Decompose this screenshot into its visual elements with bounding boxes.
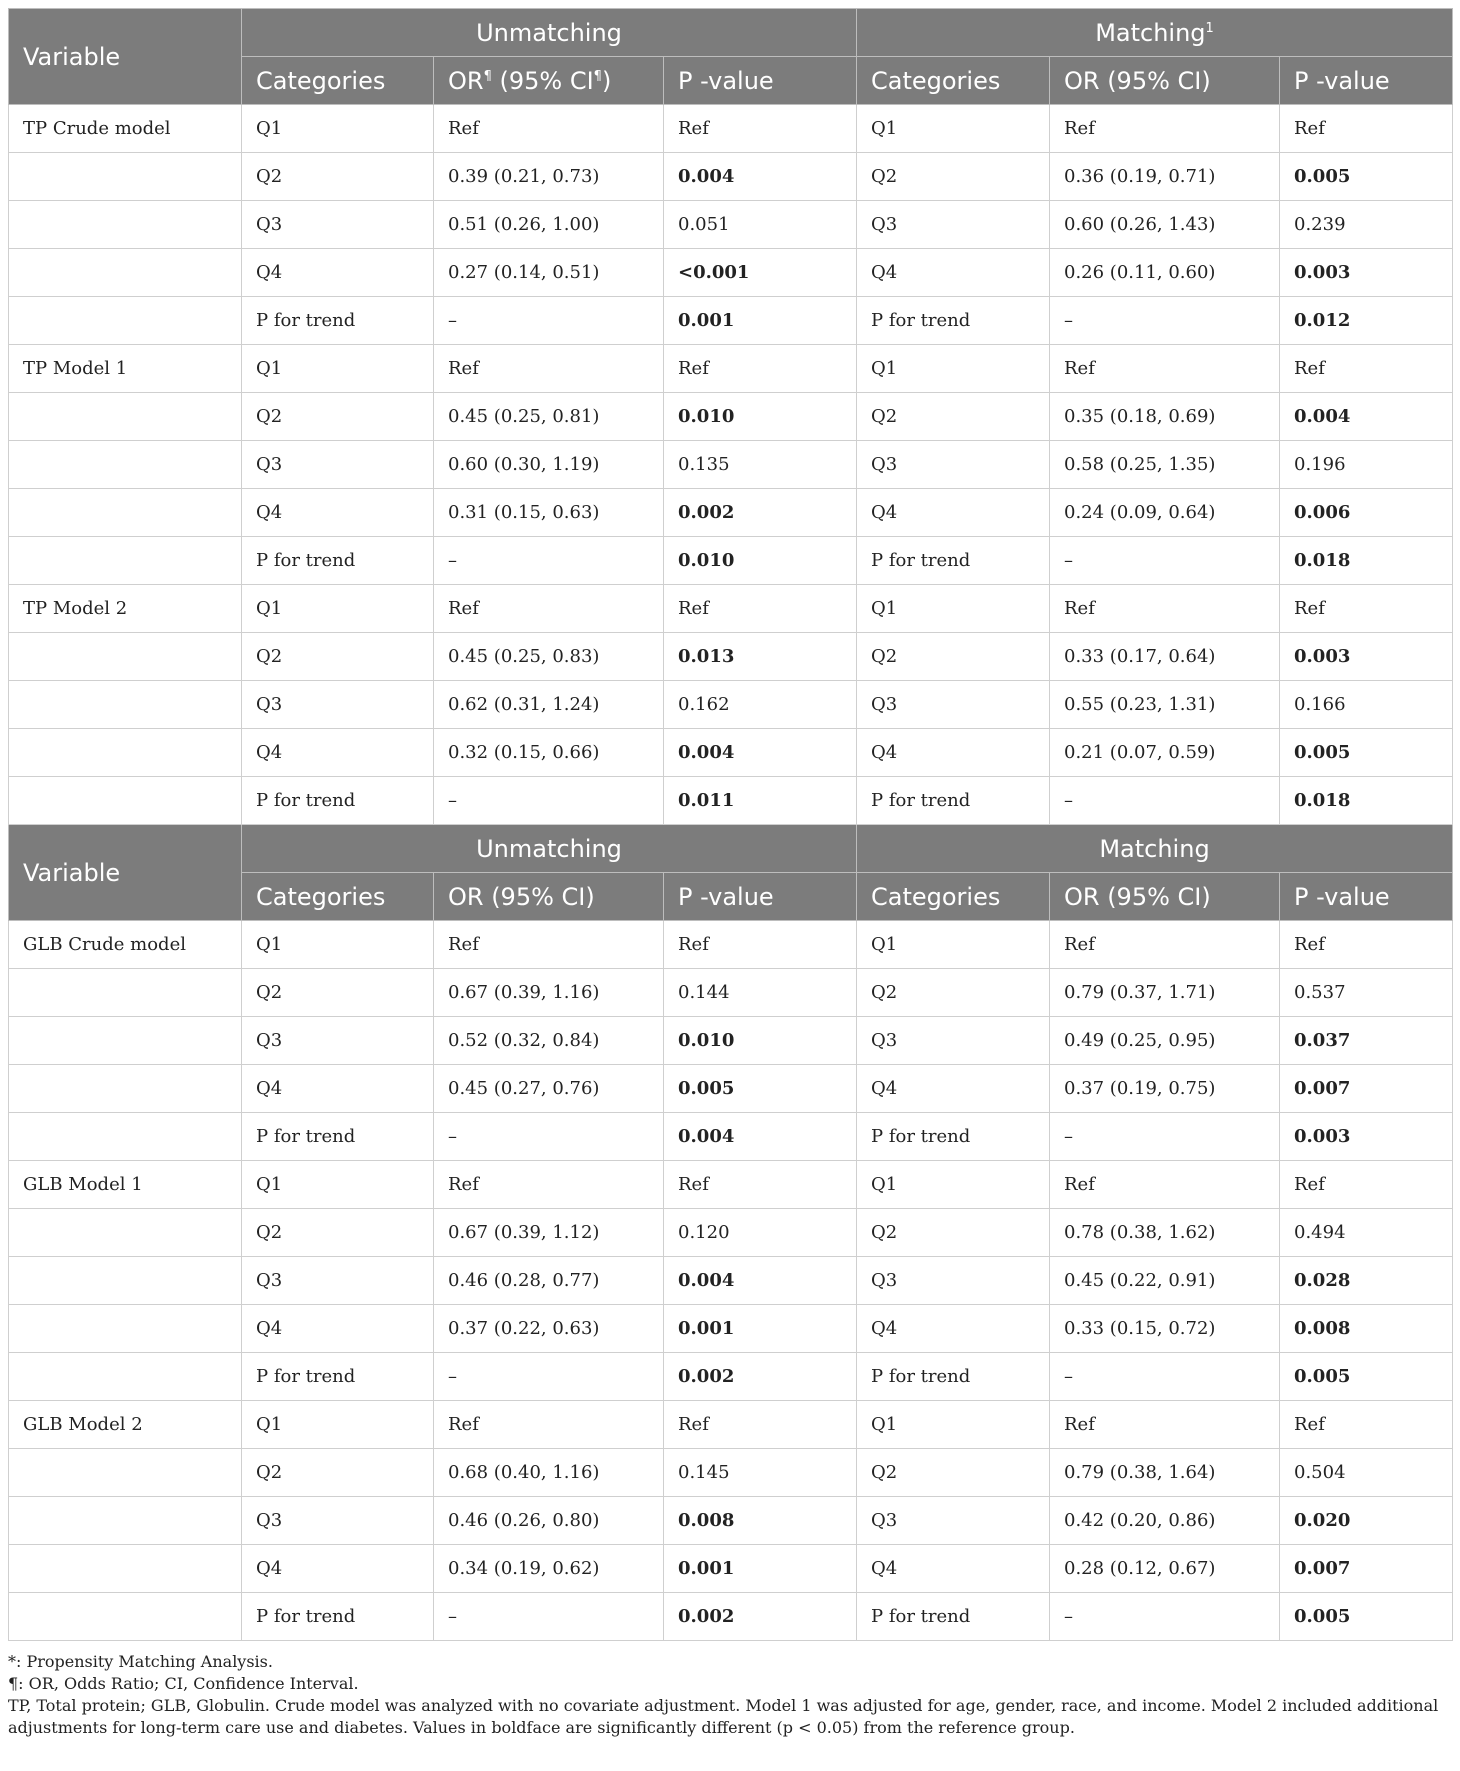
variable-cell: GLB Crude model bbox=[9, 921, 242, 969]
table-row bbox=[9, 201, 1453, 249]
p-value-cell: 0.007 bbox=[1280, 1545, 1453, 1593]
category-cell: P for trend bbox=[857, 1593, 1050, 1641]
or-ci-cell: 0.45 (0.25, 0.83) bbox=[434, 633, 664, 681]
p-value-cell: 0.011 bbox=[664, 777, 857, 825]
footnote-abbreviations: TP, Total protein; GLB, Globulin. Crude model was analyzed with no covariate adjustment. Model 1 was adjusted for age, gender, race, and income. Model 2 included additional adjustments for long-term care use and diabetes. Values in boldface are significantly different (p < 0.05) from the reference group. bbox=[8, 1696, 1439, 1737]
or-ci-cell: Ref bbox=[434, 1401, 664, 1449]
category-cell: Q3 bbox=[857, 201, 1050, 249]
table-row bbox=[9, 489, 1453, 537]
p-value-cell: 0.004 bbox=[664, 1113, 857, 1161]
table-row bbox=[9, 1257, 1453, 1305]
variable-cell bbox=[9, 1545, 242, 1593]
p-value-cell: 0.037 bbox=[1280, 1017, 1453, 1065]
p-value-cell: Ref bbox=[664, 921, 857, 969]
variable-cell bbox=[9, 1305, 242, 1353]
results-table-container bbox=[8, 8, 1452, 1739]
category-cell: Q4 bbox=[242, 489, 434, 537]
category-cell: Q4 bbox=[242, 729, 434, 777]
or-header: OR (95% CI) bbox=[434, 873, 664, 921]
category-cell: Q4 bbox=[857, 249, 1050, 297]
or-ci-cell: – bbox=[1050, 537, 1280, 585]
variable-cell bbox=[9, 969, 242, 1017]
footnote-or-ci: ¶: OR, Odds Ratio; CI, Confidence Interval. bbox=[8, 1674, 359, 1693]
p-value-cell: 0.005 bbox=[664, 1065, 857, 1113]
category-cell: Q1 bbox=[242, 921, 434, 969]
category-cell: P for trend bbox=[857, 297, 1050, 345]
category-cell: P for trend bbox=[242, 777, 434, 825]
or-ci-cell: 0.45 (0.25, 0.81) bbox=[434, 393, 664, 441]
category-cell: Q2 bbox=[857, 633, 1050, 681]
glb-header-row-1 bbox=[9, 825, 1453, 873]
p-value-cell: Ref bbox=[664, 105, 857, 153]
category-cell: Q1 bbox=[857, 1161, 1050, 1209]
variable-cell bbox=[9, 633, 242, 681]
p-value-cell: 0.162 bbox=[664, 681, 857, 729]
or-ci-cell: 0.46 (0.26, 0.80) bbox=[434, 1497, 664, 1545]
p-value-cell: 0.008 bbox=[664, 1497, 857, 1545]
table-row bbox=[9, 1209, 1453, 1257]
p-value-cell: 0.120 bbox=[664, 1209, 857, 1257]
category-cell: Q3 bbox=[857, 1497, 1050, 1545]
or-ci-cell: – bbox=[434, 537, 664, 585]
p-value-cell: Ref bbox=[1280, 1401, 1453, 1449]
p-value-cell: Ref bbox=[1280, 585, 1453, 633]
or-ci-cell: 0.21 (0.07, 0.59) bbox=[1050, 729, 1280, 777]
or-ci-cell: 0.68 (0.40, 1.16) bbox=[434, 1449, 664, 1497]
p-value-cell: 0.028 bbox=[1280, 1257, 1453, 1305]
or-ci-cell: 0.27 (0.14, 0.51) bbox=[434, 249, 664, 297]
category-cell: Q3 bbox=[242, 201, 434, 249]
or-ci-cell: Ref bbox=[1050, 1401, 1280, 1449]
p-value-cell: Ref bbox=[664, 1161, 857, 1209]
glb-section-header bbox=[9, 825, 1453, 921]
p-value-header: P -value bbox=[1280, 873, 1453, 921]
category-cell: Q1 bbox=[857, 921, 1050, 969]
p-value-header: P -value bbox=[664, 57, 857, 105]
or-ci-cell: – bbox=[434, 777, 664, 825]
p-value-cell: 0.001 bbox=[664, 1305, 857, 1353]
tp-section bbox=[9, 105, 1453, 825]
category-cell: Q3 bbox=[857, 1257, 1050, 1305]
or-ci-cell: Ref bbox=[434, 921, 664, 969]
variable-cell bbox=[9, 297, 242, 345]
category-cell: Q3 bbox=[857, 681, 1050, 729]
or-ci-cell: – bbox=[434, 1593, 664, 1641]
or-ci-cell: 0.67 (0.39, 1.16) bbox=[434, 969, 664, 1017]
p-value-cell: Ref bbox=[1280, 105, 1453, 153]
or-ci-cell: Ref bbox=[434, 105, 664, 153]
matching-footnote-marker: 1 bbox=[1205, 20, 1214, 36]
table-row bbox=[9, 921, 1453, 969]
p-value-cell: 0.002 bbox=[664, 489, 857, 537]
or-ci-cell: 0.78 (0.38, 1.62) bbox=[1050, 1209, 1280, 1257]
or-ci-cell: Ref bbox=[1050, 105, 1280, 153]
table-row bbox=[9, 105, 1453, 153]
table-row bbox=[9, 1353, 1453, 1401]
or-ci-cell: Ref bbox=[434, 345, 664, 393]
glb-section bbox=[9, 921, 1453, 1641]
variable-cell bbox=[9, 441, 242, 489]
table-footnotes bbox=[8, 1651, 1452, 1739]
p-value-cell: 0.001 bbox=[664, 297, 857, 345]
or-ci-cell: 0.60 (0.26, 1.43) bbox=[1050, 201, 1280, 249]
or-ci-cell: 0.52 (0.32, 0.84) bbox=[434, 1017, 664, 1065]
category-cell: Q1 bbox=[242, 105, 434, 153]
p-value-cell: 0.005 bbox=[1280, 1593, 1453, 1641]
or-ci-cell: Ref bbox=[1050, 1161, 1280, 1209]
category-cell: P for trend bbox=[857, 777, 1050, 825]
variable-cell bbox=[9, 153, 242, 201]
p-value-cell: <0.001 bbox=[664, 249, 857, 297]
or-footnote-marker: ¶ bbox=[483, 68, 492, 84]
or-ci-cell: 0.58 (0.25, 1.35) bbox=[1050, 441, 1280, 489]
or-ci-cell: 0.55 (0.23, 1.31) bbox=[1050, 681, 1280, 729]
or-ci-cell: Ref bbox=[1050, 585, 1280, 633]
p-value-cell: 0.006 bbox=[1280, 489, 1453, 537]
or-ci-cell: – bbox=[434, 297, 664, 345]
or-ci-cell: – bbox=[1050, 777, 1280, 825]
category-cell: Q1 bbox=[242, 585, 434, 633]
or-ci-cell: – bbox=[434, 1113, 664, 1161]
or-ci-cell: 0.39 (0.21, 0.73) bbox=[434, 153, 664, 201]
table-row bbox=[9, 1593, 1453, 1641]
or-header-part: ) bbox=[601, 66, 612, 95]
or-ci-cell: 0.34 (0.19, 0.62) bbox=[434, 1545, 664, 1593]
variable-cell bbox=[9, 1113, 242, 1161]
variable-cell: TP Model 1 bbox=[9, 345, 242, 393]
p-value-cell: 0.002 bbox=[664, 1353, 857, 1401]
p-value-cell: 0.004 bbox=[664, 729, 857, 777]
category-cell: P for trend bbox=[242, 537, 434, 585]
p-value-cell: 0.018 bbox=[1280, 777, 1453, 825]
category-cell: P for trend bbox=[242, 1353, 434, 1401]
ci-footnote-marker: ¶ bbox=[593, 68, 602, 84]
or-ci-cell: 0.45 (0.27, 0.76) bbox=[434, 1065, 664, 1113]
category-cell: Q1 bbox=[857, 345, 1050, 393]
table-row bbox=[9, 729, 1453, 777]
variable-cell bbox=[9, 1449, 242, 1497]
table-row bbox=[9, 393, 1453, 441]
p-value-cell: Ref bbox=[1280, 921, 1453, 969]
category-cell: Q4 bbox=[857, 1545, 1050, 1593]
or-ci-cell: 0.67 (0.39, 1.12) bbox=[434, 1209, 664, 1257]
p-value-cell: 0.018 bbox=[1280, 537, 1453, 585]
or-header-part: OR bbox=[448, 66, 484, 95]
p-value-header: P -value bbox=[1280, 57, 1453, 105]
p-value-cell: 0.239 bbox=[1280, 201, 1453, 249]
p-value-cell: 0.003 bbox=[1280, 249, 1453, 297]
category-cell: Q1 bbox=[242, 1161, 434, 1209]
p-value-cell: 0.004 bbox=[664, 153, 857, 201]
table-row bbox=[9, 1449, 1453, 1497]
variable-cell bbox=[9, 489, 242, 537]
or-ci-cell: 0.37 (0.22, 0.63) bbox=[434, 1305, 664, 1353]
or-ci-cell: 0.28 (0.12, 0.67) bbox=[1050, 1545, 1280, 1593]
category-cell: Q2 bbox=[242, 1209, 434, 1257]
unmatching-header: Unmatching bbox=[242, 9, 857, 57]
p-value-cell: 0.012 bbox=[1280, 297, 1453, 345]
footnote-matching: *: Propensity Matching Analysis. bbox=[8, 1652, 273, 1671]
p-value-cell: Ref bbox=[664, 585, 857, 633]
variable-cell bbox=[9, 1353, 242, 1401]
matching-header: Matching bbox=[857, 825, 1453, 873]
variable-cell bbox=[9, 681, 242, 729]
variable-header: Variable bbox=[9, 825, 242, 921]
variable-cell: TP Model 2 bbox=[9, 585, 242, 633]
variable-header: Variable bbox=[9, 9, 242, 105]
variable-cell bbox=[9, 777, 242, 825]
or-ci-cell: 0.26 (0.11, 0.60) bbox=[1050, 249, 1280, 297]
category-cell: Q2 bbox=[857, 393, 1050, 441]
table-row bbox=[9, 345, 1453, 393]
or-ci-cell: – bbox=[1050, 1113, 1280, 1161]
or-header: OR (95% CI) bbox=[1050, 873, 1280, 921]
p-value-cell: 0.166 bbox=[1280, 681, 1453, 729]
p-value-cell: 0.001 bbox=[664, 1545, 857, 1593]
category-cell: Q3 bbox=[857, 1017, 1050, 1065]
p-value-cell: 0.004 bbox=[1280, 393, 1453, 441]
p-value-cell: Ref bbox=[664, 345, 857, 393]
p-value-cell: 0.051 bbox=[664, 201, 857, 249]
p-value-cell: 0.013 bbox=[664, 633, 857, 681]
or-ci-cell: 0.45 (0.22, 0.91) bbox=[1050, 1257, 1280, 1305]
or-ci-cell: Ref bbox=[1050, 921, 1280, 969]
table-row bbox=[9, 633, 1453, 681]
tp-header-row-1 bbox=[9, 9, 1453, 57]
matching-header bbox=[857, 9, 1453, 57]
p-value-cell: 0.008 bbox=[1280, 1305, 1453, 1353]
table-row bbox=[9, 681, 1453, 729]
p-value-cell: Ref bbox=[1280, 1161, 1453, 1209]
variable-cell bbox=[9, 537, 242, 585]
category-cell: Q4 bbox=[242, 1065, 434, 1113]
p-value-header: P -value bbox=[664, 873, 857, 921]
category-cell: Q4 bbox=[857, 729, 1050, 777]
p-value-cell: 0.504 bbox=[1280, 1449, 1453, 1497]
or-ci-cell: 0.35 (0.18, 0.69) bbox=[1050, 393, 1280, 441]
category-cell: Q2 bbox=[857, 1449, 1050, 1497]
p-value-cell: 0.003 bbox=[1280, 633, 1453, 681]
unmatching-header: Unmatching bbox=[242, 825, 857, 873]
p-value-cell: 0.020 bbox=[1280, 1497, 1453, 1545]
or-ci-cell: 0.36 (0.19, 0.71) bbox=[1050, 153, 1280, 201]
table-row bbox=[9, 969, 1453, 1017]
p-value-cell: 0.145 bbox=[664, 1449, 857, 1497]
category-cell: Q4 bbox=[242, 1545, 434, 1593]
category-cell: Q3 bbox=[242, 1257, 434, 1305]
table-row bbox=[9, 1065, 1453, 1113]
or-ci-cell: 0.62 (0.31, 1.24) bbox=[434, 681, 664, 729]
category-cell: P for trend bbox=[857, 1113, 1050, 1161]
p-value-cell: 0.003 bbox=[1280, 1113, 1453, 1161]
category-cell: Q2 bbox=[242, 633, 434, 681]
variable-cell bbox=[9, 1593, 242, 1641]
category-cell: Q4 bbox=[242, 249, 434, 297]
categories-header: Categories bbox=[857, 57, 1050, 105]
variable-cell bbox=[9, 1209, 242, 1257]
or-ci-cell: Ref bbox=[434, 1161, 664, 1209]
table-row bbox=[9, 1161, 1453, 1209]
or-ci-cell: 0.24 (0.09, 0.64) bbox=[1050, 489, 1280, 537]
or-header-part: (95% CI bbox=[491, 66, 594, 95]
table-row bbox=[9, 1497, 1453, 1545]
category-cell: Q4 bbox=[857, 489, 1050, 537]
p-value-cell: Ref bbox=[664, 1401, 857, 1449]
p-value-cell: 0.005 bbox=[1280, 1353, 1453, 1401]
or-ci-cell: 0.79 (0.37, 1.71) bbox=[1050, 969, 1280, 1017]
p-value-cell: 0.005 bbox=[1280, 729, 1453, 777]
or-ci-cell: – bbox=[1050, 1593, 1280, 1641]
category-cell: Q2 bbox=[242, 969, 434, 1017]
category-cell: P for trend bbox=[242, 1113, 434, 1161]
or-ci-cell: Ref bbox=[434, 585, 664, 633]
table-row bbox=[9, 1113, 1453, 1161]
p-value-cell: 0.537 bbox=[1280, 969, 1453, 1017]
p-value-cell: 0.002 bbox=[664, 1593, 857, 1641]
or-ci-cell: 0.33 (0.17, 0.64) bbox=[1050, 633, 1280, 681]
category-cell: Q4 bbox=[857, 1305, 1050, 1353]
category-cell: Q2 bbox=[242, 393, 434, 441]
p-value-cell: 0.196 bbox=[1280, 441, 1453, 489]
table-row bbox=[9, 585, 1453, 633]
or-ci-cell: 0.79 (0.38, 1.64) bbox=[1050, 1449, 1280, 1497]
variable-cell: TP Crude model bbox=[9, 105, 242, 153]
category-cell: P for trend bbox=[857, 537, 1050, 585]
table-row bbox=[9, 1545, 1453, 1593]
variable-cell bbox=[9, 1257, 242, 1305]
or-ci-cell: 0.31 (0.15, 0.63) bbox=[434, 489, 664, 537]
category-cell: Q3 bbox=[242, 1497, 434, 1545]
variable-cell bbox=[9, 201, 242, 249]
table-row bbox=[9, 297, 1453, 345]
category-cell: Q1 bbox=[242, 1401, 434, 1449]
categories-header: Categories bbox=[857, 873, 1050, 921]
variable-cell bbox=[9, 393, 242, 441]
category-cell: P for trend bbox=[242, 1593, 434, 1641]
category-cell: Q3 bbox=[857, 441, 1050, 489]
category-cell: Q1 bbox=[242, 345, 434, 393]
category-cell: Q3 bbox=[242, 681, 434, 729]
p-value-cell: 0.494 bbox=[1280, 1209, 1453, 1257]
or-ci-cell: 0.33 (0.15, 0.72) bbox=[1050, 1305, 1280, 1353]
variable-cell: GLB Model 2 bbox=[9, 1401, 242, 1449]
or-ci-cell: 0.46 (0.28, 0.77) bbox=[434, 1257, 664, 1305]
category-cell: P for trend bbox=[242, 297, 434, 345]
category-cell: Q2 bbox=[857, 153, 1050, 201]
p-value-cell: 0.135 bbox=[664, 441, 857, 489]
or-ci-cell: – bbox=[434, 1353, 664, 1401]
category-cell: Q1 bbox=[857, 585, 1050, 633]
category-cell: Q2 bbox=[242, 1449, 434, 1497]
variable-cell bbox=[9, 1017, 242, 1065]
p-value-cell: 0.005 bbox=[1280, 153, 1453, 201]
table-row bbox=[9, 537, 1453, 585]
p-value-cell: 0.010 bbox=[664, 537, 857, 585]
category-cell: Q1 bbox=[857, 105, 1050, 153]
category-cell: Q2 bbox=[242, 153, 434, 201]
table-row bbox=[9, 153, 1453, 201]
table-row bbox=[9, 1017, 1453, 1065]
or-ci-cell: 0.42 (0.20, 0.86) bbox=[1050, 1497, 1280, 1545]
or-ci-cell: 0.49 (0.25, 0.95) bbox=[1050, 1017, 1280, 1065]
table-row bbox=[9, 249, 1453, 297]
p-value-cell: Ref bbox=[1280, 345, 1453, 393]
variable-cell bbox=[9, 249, 242, 297]
p-value-cell: 0.004 bbox=[664, 1257, 857, 1305]
or-ci-cell: 0.32 (0.15, 0.66) bbox=[434, 729, 664, 777]
table-row bbox=[9, 777, 1453, 825]
or-ci-cell: – bbox=[1050, 1353, 1280, 1401]
p-value-cell: 0.010 bbox=[664, 393, 857, 441]
variable-cell bbox=[9, 1065, 242, 1113]
categories-header: Categories bbox=[242, 57, 434, 105]
category-cell: Q4 bbox=[857, 1065, 1050, 1113]
or-ci-cell: Ref bbox=[1050, 345, 1280, 393]
or-header: OR (95% CI) bbox=[1050, 57, 1280, 105]
p-value-cell: 0.144 bbox=[664, 969, 857, 1017]
variable-cell bbox=[9, 1497, 242, 1545]
category-cell: Q3 bbox=[242, 1017, 434, 1065]
p-value-cell: 0.007 bbox=[1280, 1065, 1453, 1113]
or-ci-cell: 0.37 (0.19, 0.75) bbox=[1050, 1065, 1280, 1113]
table-row bbox=[9, 441, 1453, 489]
results-table bbox=[8, 8, 1453, 1641]
category-cell: Q2 bbox=[857, 969, 1050, 1017]
table-row bbox=[9, 1401, 1453, 1449]
p-value-cell: 0.010 bbox=[664, 1017, 857, 1065]
variable-cell: GLB Model 1 bbox=[9, 1161, 242, 1209]
or-ci-cell: 0.51 (0.26, 1.00) bbox=[434, 201, 664, 249]
category-cell: Q2 bbox=[857, 1209, 1050, 1257]
categories-header: Categories bbox=[242, 873, 434, 921]
or-ci-cell: 0.60 (0.30, 1.19) bbox=[434, 441, 664, 489]
category-cell: Q3 bbox=[242, 441, 434, 489]
category-cell: P for trend bbox=[857, 1353, 1050, 1401]
or-header bbox=[434, 57, 664, 105]
matching-header-label: Matching bbox=[1095, 18, 1206, 47]
variable-cell bbox=[9, 729, 242, 777]
or-ci-cell: – bbox=[1050, 297, 1280, 345]
table-row bbox=[9, 1305, 1453, 1353]
category-cell: Q1 bbox=[857, 1401, 1050, 1449]
category-cell: Q4 bbox=[242, 1305, 434, 1353]
